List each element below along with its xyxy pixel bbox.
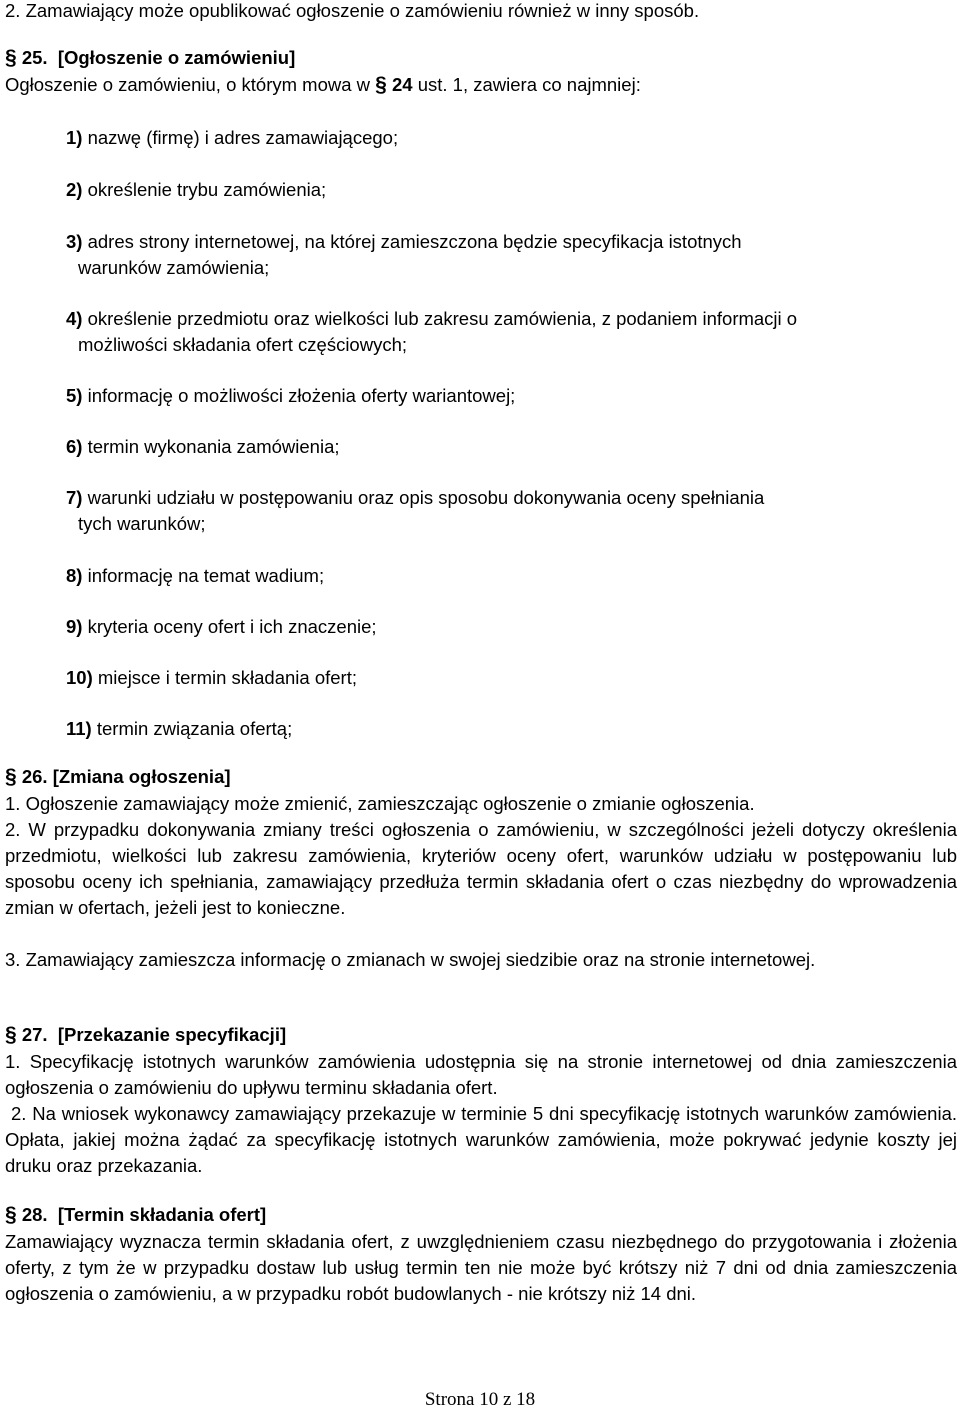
item-text: określenie przedmiotu oraz wielkości lub zakresu zamówienia, z podaniem informacji o	[87, 308, 798, 329]
lead-text-a: Ogłoszenie o zamówieniu, o którym mowa w	[5, 74, 371, 95]
item-number: 7)	[66, 487, 83, 508]
item-number: 6)	[66, 436, 83, 457]
section-number: 27.	[21, 1024, 48, 1045]
item-number: 1)	[66, 127, 83, 148]
item-text: informację o możliwości złożenia oferty wariantowej;	[87, 385, 516, 406]
item-number: 9)	[66, 616, 83, 637]
section-title: [Zmiana ogłoszenia]	[52, 766, 231, 787]
item-number: 10)	[66, 667, 93, 688]
page-number: Strona 10 z 18	[424, 1389, 536, 1410]
item-number: 5)	[66, 385, 83, 406]
item-text: warunki udziału w postępowaniu oraz opis sposobu dokonywania oceny spełniania	[87, 487, 765, 508]
item-text: nazwę (firmę) i adres zamawiającego;	[87, 127, 399, 148]
list-item-4	[66, 306, 956, 358]
section-mark: §	[5, 1203, 17, 1226]
item-number: 2)	[66, 179, 83, 200]
reference-number: 24	[391, 74, 413, 95]
item-text: termin wykonania zamówienia;	[87, 436, 340, 457]
item-text-continued: tych warunków;	[78, 513, 206, 534]
item-text: określenie trybu zamówienia;	[87, 179, 327, 200]
section-26-paragraph-2: 2. W przypadku dokonywania zmiany treści ogłoszenia o zamówieniu, w szczególności jeżeli dotyczy określenia przedmiotu, wielkości lub zakresu zamówienia, kryteriów oceny ofert, warunków udziału w postępowaniu lub sposobu oceny ich spełniania, zamawiający przedłuża termin składania ofert o czas niezbędny do wprowadzenia zmian w ofertach, jeżeli jest to konieczne.	[5, 819, 957, 918]
section-27-paragraph-1: 1. Specyfikację istotnych warunków zamówienia udostępnia się na stronie internetowej od dnia zamieszczenia ogłoszenia o zamówieniu do upływu terminu składania ofert.	[5, 1051, 957, 1098]
section-mark: §	[5, 46, 17, 69]
item-number: 8)	[66, 565, 83, 586]
item-text: miejsce i termin składania ofert;	[97, 667, 357, 688]
section-26-paragraph-3: 3. Zamawiający zamieszcza informację o zmianach w swojej siedzibie oraz na stronie internetowej.	[5, 949, 816, 970]
list-item-8	[66, 563, 956, 589]
section-27-heading	[5, 1024, 286, 1046]
item-text: adres strony internetowej, na której zamieszczona będzie specyfikacja istotnych	[87, 231, 742, 252]
section-number: 25.	[21, 47, 48, 68]
list-item-3	[66, 229, 956, 281]
section-mark: §	[5, 765, 17, 788]
list-item-6	[66, 434, 956, 460]
item-number: 4)	[66, 308, 83, 329]
section-25-heading	[5, 47, 295, 69]
item-number: 3)	[66, 231, 83, 252]
section-28-heading	[5, 1204, 266, 1226]
item-text: kryteria oceny ofert i ich znaczenie;	[87, 616, 377, 637]
list-item-10	[66, 665, 956, 691]
section-28-paragraph-1: Zamawiający wyznacza termin składania ofert, z uwzględnieniem czasu niezbędnego do przygotowania i złożenia oferty, z tym że w przypadku dostaw lub usług termin ten nie może być krótszy niż 7 dni od dnia zamieszczenia ogłoszenia o zamówieniu, a w przypadku robót budowlanych - nie krótszy niż 14 dni.	[5, 1231, 957, 1304]
paragraph-intro-2: 2. Zamawiający może opublikować ogłoszenie o zamówieniu również w inny sposób.	[5, 0, 700, 21]
list-item-7	[66, 485, 956, 537]
section-number: 28.	[21, 1204, 48, 1225]
section-26-paragraph-1: 1. Ogłoszenie zamawiający może zmienić, zamieszczając ogłoszenie o zmianie ogłoszenia.	[5, 793, 755, 814]
list-item-11	[66, 716, 956, 742]
section-27-paragraph-2: 2. Na wniosek wykonawcy zamawiający przekazuje w terminie 5 dni specyfikację istotnych warunków zamówienia. Opłata, jakiej można żądać za specyfikację istotnych warunków zamówienia, może pokrywać jedynie koszty jej druku oraz przekazania.	[5, 1103, 957, 1176]
section-number: 26.	[21, 766, 48, 787]
section-title: [Ogłoszenie o zamówieniu]	[57, 47, 296, 68]
list-item-9	[66, 614, 956, 640]
item-text: termin związania ofertą;	[96, 718, 293, 739]
section-title: [Termin składania ofert]	[57, 1204, 267, 1225]
section-mark: §	[5, 1023, 17, 1046]
lead-text-b: ust. 1, zawiera co najmniej:	[417, 74, 641, 95]
section-title: [Przekazanie specyfikacji]	[57, 1024, 287, 1045]
item-number: 11)	[66, 718, 92, 739]
section-25-lead	[5, 74, 641, 96]
list-item-2	[66, 177, 956, 203]
reference-mark: §	[375, 73, 387, 96]
item-text-continued: możliwości składania ofert częściowych;	[78, 334, 408, 355]
list-item-5	[66, 383, 956, 409]
item-text-continued: warunków zamówienia;	[78, 257, 270, 278]
list-item-1	[66, 125, 956, 151]
item-text: informację na temat wadium;	[87, 565, 325, 586]
section-26-heading	[5, 766, 231, 788]
